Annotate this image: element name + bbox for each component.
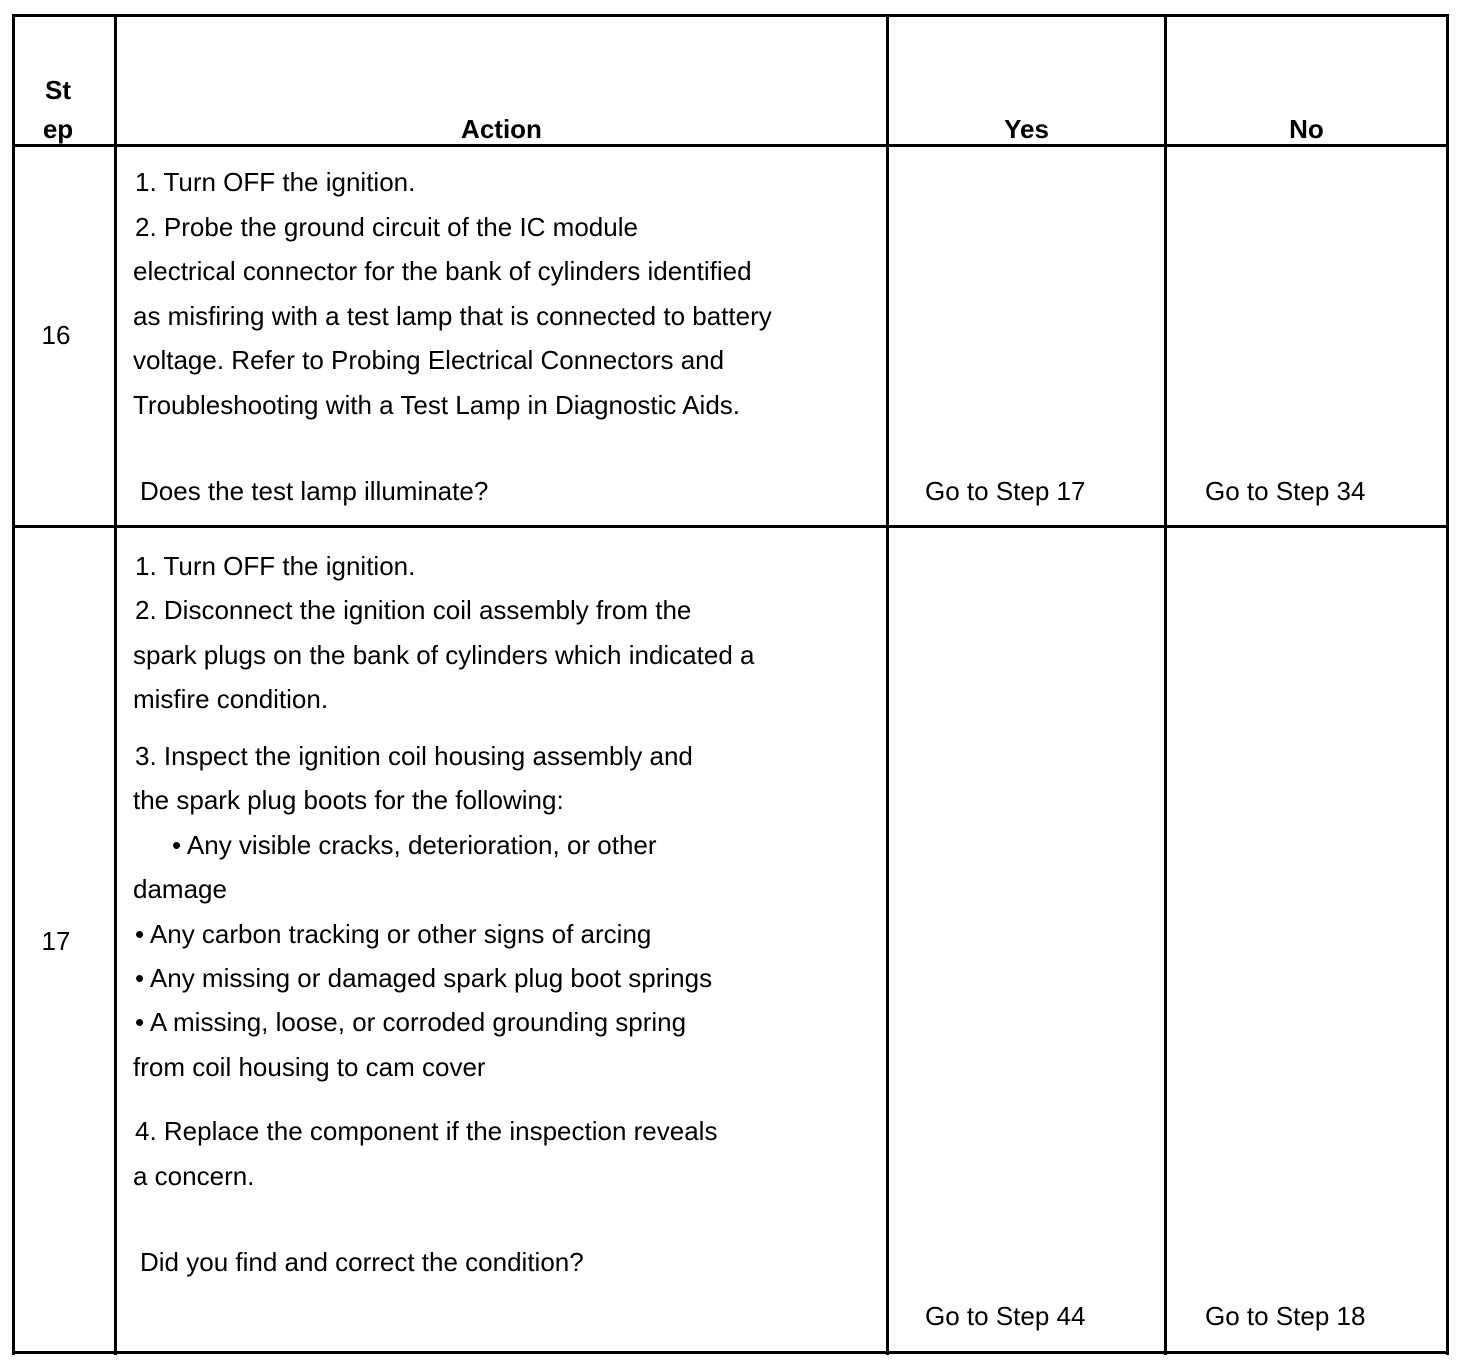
table-border-right [1446,14,1449,1355]
action-line: electrical connector for the bank of cylinders identified [133,256,752,286]
action-line: 1. Turn OFF the ignition. [135,551,416,581]
no-result: Go to Step 18 [1205,1301,1366,1331]
step-number: 16 [41,320,71,350]
table-border-left [12,14,15,1355]
action-line: as misfiring with a test lamp that is connected to battery [133,301,772,331]
question-text: Did you find and correct the condition? [140,1247,584,1277]
column-divider-action [886,14,889,1355]
action-line: the spark plug boots for the following: [133,785,564,815]
header-action: Action [461,114,542,144]
action-line: 4. Replace the component if the inspection reveals [135,1116,718,1146]
table-border-bottom [12,1351,1449,1354]
column-divider-step [114,14,117,1355]
bullet-item: • Any visible cracks, deterioration, or other [172,830,657,860]
action-line: 1. Turn OFF the ignition. [135,167,416,197]
header-step-line2: ep [42,114,74,144]
step-number: 17 [41,926,71,956]
action-line: Troubleshooting with a Test Lamp in Diagnostic Aids. [133,390,741,420]
column-divider-yes [1164,14,1167,1355]
yes-result: Go to Step 44 [925,1301,1086,1331]
action-line: 2. Probe the ground circuit of the IC module [135,212,638,242]
table-row-divider [12,525,1449,528]
table-border-top [12,14,1449,17]
action-line: damage [133,874,227,904]
action-line: 3. Inspect the ignition coil housing assembly and [135,741,693,771]
question-text: Does the test lamp illuminate? [140,476,489,506]
action-line: voltage. Refer to Probing Electrical Connectors and [133,345,725,375]
table-header-divider [12,144,1449,147]
action-line: 2. Disconnect the ignition coil assembly from the [135,595,692,625]
bullet-item: • Any carbon tracking or other signs of arcing [135,919,652,949]
bullet-item: • Any missing or damaged spark plug boot springs [135,963,713,993]
no-result: Go to Step 34 [1205,476,1366,506]
yes-result: Go to Step 17 [925,476,1086,506]
header-step-line1: St [45,75,71,105]
header-yes: Yes [1004,114,1049,144]
action-line: misfire condition. [133,684,329,714]
action-line: from coil housing to cam cover [133,1052,486,1082]
bullet-item: • A missing, loose, or corroded grounding spring [135,1007,687,1037]
action-line: spark plugs on the bank of cylinders which indicated a [133,640,755,670]
header-no: No [1289,114,1324,144]
action-line: a concern. [133,1161,255,1191]
